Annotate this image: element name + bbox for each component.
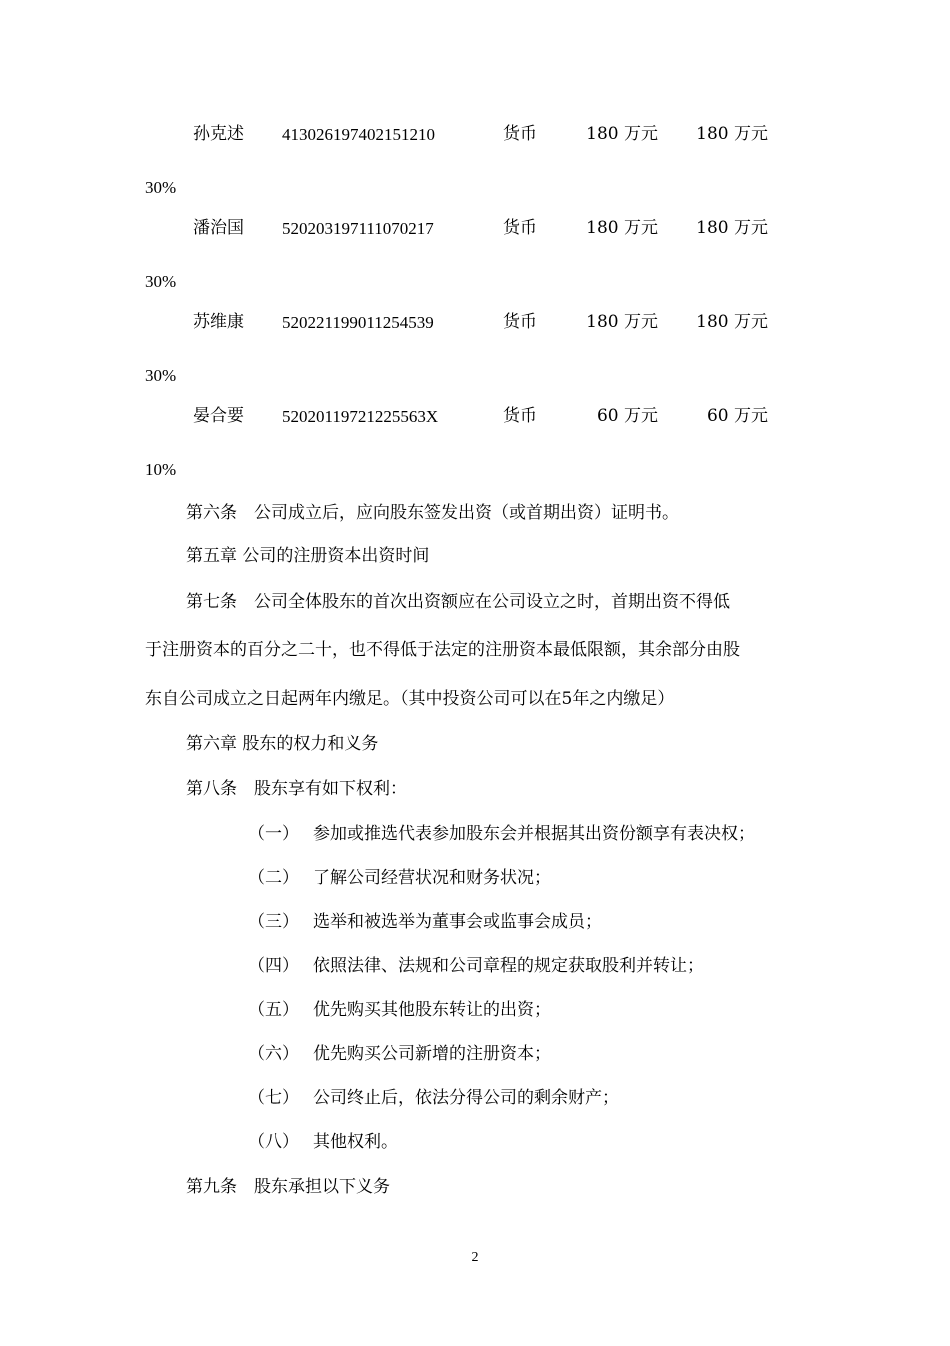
list-item-text: 优先购买其他股东转让的出资； [313,1000,551,1020]
shareholder-ratio: 30% [145,178,177,197]
list-item-text: 公司终止后，依法分得公司的剩余财产； [313,1088,619,1108]
article-7-line-2: 于注册资本的百分之二十，也不得低于法定的注册资本最低限额，其余部分由股 [145,640,740,660]
shareholder-id: 520221199011254539 [282,313,434,332]
shareholder-name: 苏维康 [193,312,244,332]
article-6: 第六条 公司成立后，应向股东签发出资（或首期出资）证明书。 [186,503,679,523]
shareholder-id: 520203197111070217 [282,219,434,238]
list-item-text: 优先购买公司新增的注册资本； [313,1044,551,1064]
list-item-number: （八） [248,1132,299,1152]
paid-amount: 180 万元 [696,124,768,144]
article-7-line-3: 东自公司成立之日起两年内缴足。（其中投资公司可以在5年之内缴足） [145,689,675,709]
subscribed-amount: 180 万元 [586,124,658,144]
subscribed-amount: 180 万元 [586,312,658,332]
list-item-number: （四） [248,956,299,976]
list-item-text: 其他权利。 [313,1132,398,1152]
list-item-text: 选举和被选举为董事会或监事会成员； [313,912,602,932]
subscribed-amount: 60 万元 [596,406,658,426]
shareholder-name: 晏合要 [193,406,244,426]
contribution-type: 货币 [503,124,537,144]
shareholder-name: 潘治国 [193,218,244,238]
article-9: 第九条 股东承担以下义务 [186,1177,390,1197]
contribution-type: 货币 [503,218,537,238]
list-item-text: 了解公司经营状况和财务状况； [313,868,551,888]
list-item-text: 依照法律、法规和公司章程的规定获取股利并转让； [313,956,704,976]
article-7-line-1: 第七条 公司全体股东的首次出资额应在公司设立之时，首期出资不得低 [186,592,730,612]
subscribed-amount: 180 万元 [586,218,658,238]
shareholder-id: 52020119721225563X [282,407,439,426]
list-item-number: （五） [248,1000,299,1020]
paid-amount: 60 万元 [706,406,768,426]
list-item-number: （一） [248,824,299,844]
paid-amount: 180 万元 [696,312,768,332]
shareholder-name: 孙克述 [193,124,244,144]
shareholder-ratio: 30% [145,366,177,385]
list-item-number: （六） [248,1044,299,1064]
shareholder-id: 413026197402151210 [282,125,435,144]
list-item-text: 参加或推选代表参加股东会并根据其出资份额享有表决权； [313,824,755,844]
chapter-5-heading: 第五章 公司的注册资本出资时间 [186,546,430,566]
list-item-number: （二） [248,868,299,888]
chapter-6-heading: 第六章 股东的权力和义务 [186,734,379,754]
list-item-number: （三） [248,912,299,932]
shareholder-ratio: 10% [145,460,177,479]
paid-amount: 180 万元 [696,218,768,238]
article-8: 第八条 股东享有如下权利： [186,779,407,799]
contribution-type: 货币 [503,406,537,426]
list-item-number: （七） [248,1088,299,1108]
page-number: 2 [471,1250,479,1265]
shareholder-ratio: 30% [145,272,177,291]
contribution-type: 货币 [503,312,537,332]
